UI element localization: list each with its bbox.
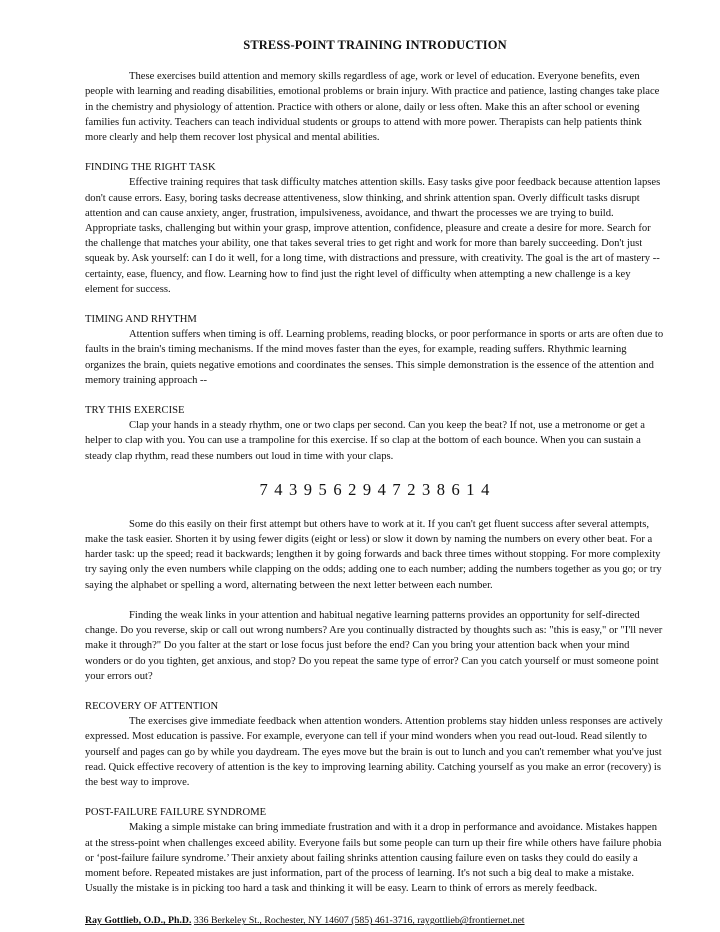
document-title: STRESS-POINT TRAINING INTRODUCTION [243, 38, 507, 52]
section-recovery [85, 699, 665, 790]
weak-links-paragraph: Finding the weak links in your attention and habitual negative learning patterns provides an opportunity for self-directed change. Do you reverse, skip or call out wrong numbers? Are you continually distracted by thoughts such as: "this is easy," or "I'll never make it through?" Do you falter at the start or lose focus just before the end? Can you bring your attention back when your mind wonders or do you tighten, get anxious, and stop? Do you repeat the same type of error? Can you catch yourself or must someone point your errors out? [85, 609, 663, 682]
section-timing-rhythm [85, 312, 665, 388]
section-post-failure [85, 805, 665, 896]
section-body: Effective training requires that task difficulty matches attention skills. Easy tasks give poor feedback because attention lapses don't cause errors. Easy, boring tasks decrease attentiveness, slow thinking, and shrink attention span. Overly difficult tasks disrupt attention and can cause anxiety, anger, frustration, impulsiveness, avoidance, and thwart the processes we are trying to build. Appropriate tasks, challenging but within your grasp, improve attention, confidence, pleasure and create a desire for more. Search for the challenge that matches your ability, one that takes several tries to get right and work for more than barely succeeding. Don't just squeak by. Ask yourself: can I do it well, for a long time, with distractions and pressure, with creativity. The goal is the art of mastery -- certainty, ease, fluency, and flow. Learning how to find just the right level of difficulty when attempting a new challenge is a key element for success. [85, 177, 661, 295]
intro-paragraph: These exercises build attention and memory skills regardless of age, work or level of education. Everyone benefits, even people with learning and reading disabilities, emotional problems or brain injury. With practice and patience, lasting changes take place in the chemistry and physiology of attention. Practice with others or alone, daily or less often. Make this an after school or evening families fun activity. Teachers can teach individual students or groups to attend with more power. Therapists can help patients think more clearly and help them recover lost physical and mental abilities. [85, 71, 660, 144]
section-heading: TRY THIS EXERCISE [85, 405, 185, 417]
section-heading: POST-FAILURE FAILURE SYNDROME [85, 807, 267, 819]
author-footer [85, 913, 665, 928]
author-name: Ray Gottlieb, O.D., Ph.D. [85, 915, 192, 927]
section-heading: RECOVERY OF ATTENTION [85, 700, 219, 712]
document-page [85, 38, 665, 929]
digit-sequence: 7 4 3 9 5 6 2 9 4 7 2 3 8 6 1 4 [259, 479, 491, 499]
section-body: The exercises give immediate feedback when attention wonders. Attention problems stay hidden unless responses are actively expressed. Most education is passive. For example, everyone can tell if your mind wonders when you read out-loud. Read silently to yourself and pages can go by while you daydream. The eyes move but the brain is out to lunch and you can't remember what you've just read. Quick effective recovery of attention is the key to improving learning ability. Catching yourself as you make an error (recovery) is the best way to improve. [85, 716, 663, 788]
author-contact-link[interactable]: 336 Berkeley St., Rochester, NY 14607 (585) 461-3716, raygottlieb@frontiernet.net [193, 915, 525, 927]
section-body: Attention suffers when timing is off. Learning problems, reading blocks, or poor performance in sports or arts are often due to faults in the brain's timing mechanisms. If the mind moves faster than the eyes, for example, reading suffers. Rhythmic learning organizes the brain, quiets negative emotions and coordinates the senses. This simple demonstration is the essence of the attention and memory training approach -- [85, 329, 664, 386]
section-heading: FINDING THE RIGHT TASK [85, 162, 216, 174]
section-try-exercise [85, 403, 665, 684]
section-heading: TIMING AND RHYTHM [85, 314, 197, 326]
section-body: Making a simple mistake can bring immediate frustration and with it a drop in performance and avoidance. Mistakes happen at the stress-point when challenges exceed ability. Everyone fails but some people can turn up their fire while others have failure phobia or ‘post-failure failure syndrome.’ Their anxiety about failing shrinks attention causing failure even on tasks they could do easily a moment before. Repeated mistakes are just information, part of the process of learning. It's not such a big deal to make a mistake. Usually the mistake is in picking too hard a task and thinking it will be easy. Learn to think of errors as merely feedback. [85, 822, 662, 895]
exercise-followup: Some do this easily on their first attempt but others have to work at it. If you can't get fluent success after several attempts, make the task easier. Shorten it by using fewer digits (eight or less) or slow it down by naming the numbers on every other beat. For a harder task: up the speed; read it backwards; lengthen it by going forwards and back three times without stopping. For more complexity try saying only the even numbers while clapping on the odds; adding one to each number; adding the numbers together as you go; or try saying the alphabet or spelling a word, alternating between the next letter between each number. [85, 518, 662, 591]
section-body: Clap your hands in a steady rhythm, one or two claps per second. Can you keep the beat? If not, use a metronome or get a helper to clap with you. You can use a trampoline for this exercise. If so clap at the bottom of each bounce. When you can sustain a steady clap rhythm, read these numbers out loud in time with your claps. [85, 420, 646, 462]
section-finding-task [85, 160, 665, 297]
